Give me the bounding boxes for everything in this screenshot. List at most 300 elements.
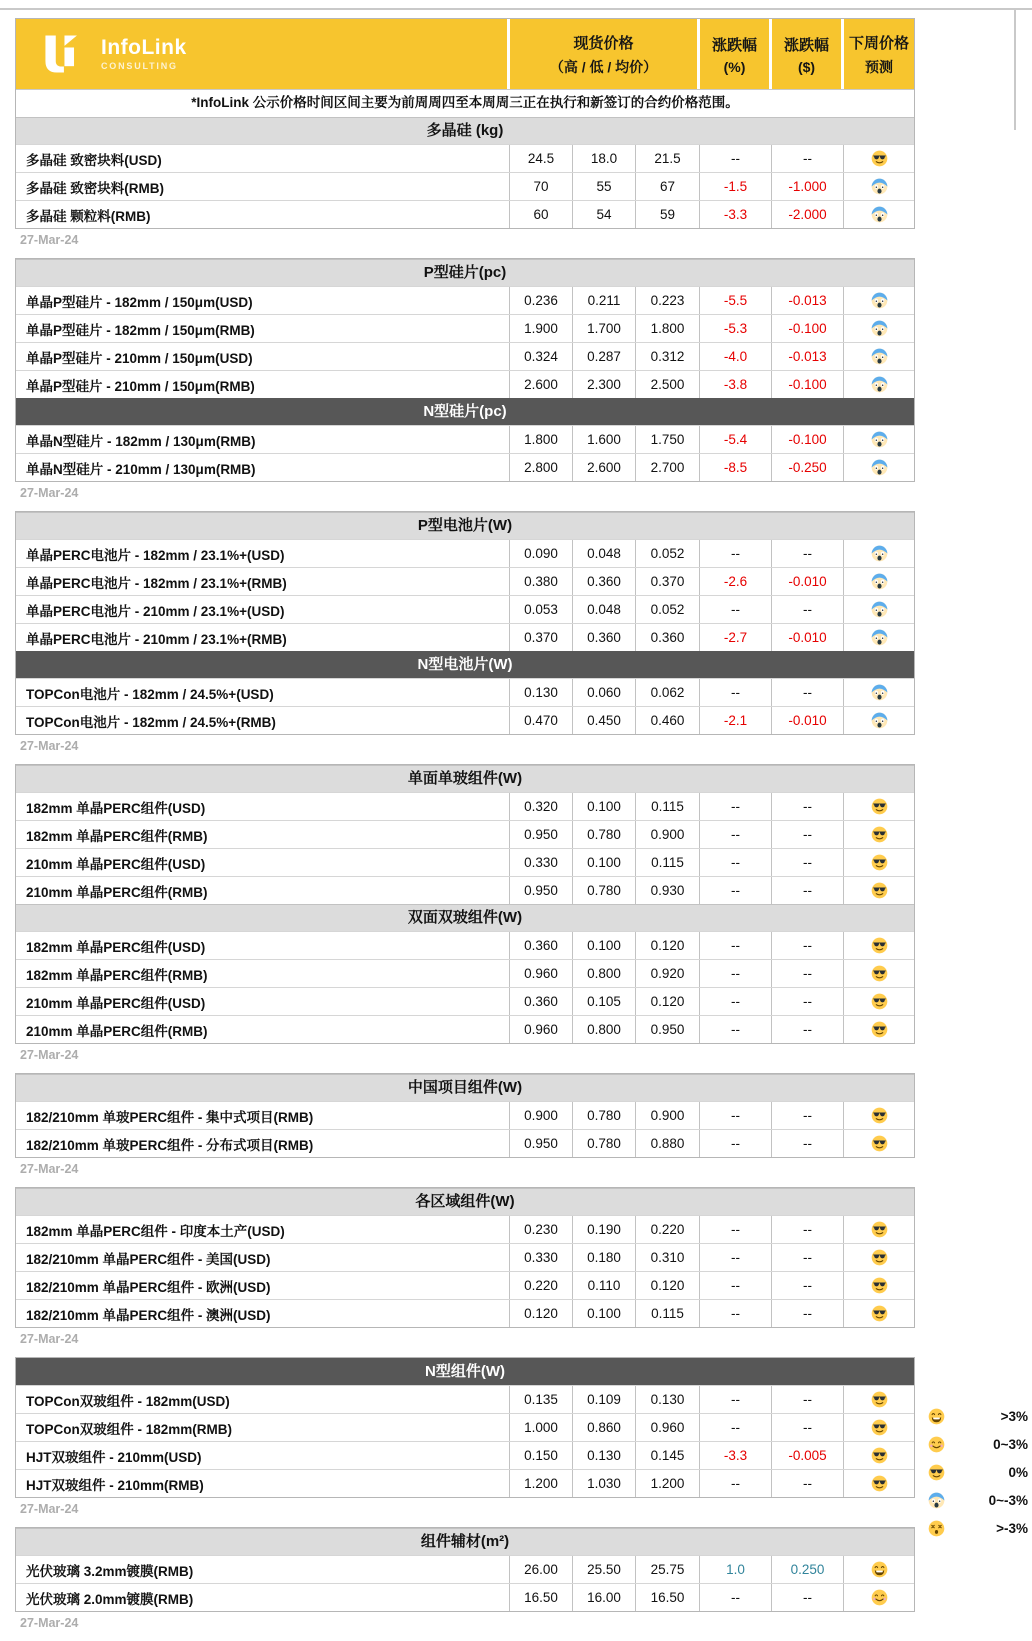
pct-change-cell: -2.1 — [700, 707, 772, 734]
avg-price-cell: 0.220 — [636, 1216, 700, 1243]
usd-change-cell: -- — [772, 932, 844, 959]
product-name-cell: HJT双玻组件 - 210mm(USD) — [16, 1442, 510, 1469]
high-price-cell: 0.900 — [510, 1102, 573, 1129]
pct-change-cell: -- — [700, 1272, 772, 1299]
product-name-cell: 单晶PERC电池片 - 210mm / 23.1%+(USD) — [16, 596, 510, 623]
low-price-cell: 0.287 — [573, 343, 636, 370]
low-price-cell: 18.0 — [573, 145, 636, 172]
low-price-cell: 2.300 — [573, 371, 636, 398]
col-header-forecast-sub: 预测 — [865, 58, 893, 75]
dizzy-emoji-icon — [928, 1520, 945, 1537]
date-label: 27-Mar-24 — [20, 739, 79, 753]
low-price-cell: 1.030 — [573, 1470, 636, 1497]
scream-emoji-icon — [871, 459, 888, 476]
sunglasses-emoji-icon — [871, 1475, 888, 1492]
sunglasses-emoji-icon — [871, 1107, 888, 1124]
scream-emoji-icon — [871, 712, 888, 729]
sunglasses-emoji-icon — [871, 854, 888, 871]
usd-change-cell: -- — [772, 1102, 844, 1129]
avg-price-cell: 0.120 — [636, 1272, 700, 1299]
price-block — [15, 1073, 915, 1158]
high-price-cell: 0.960 — [510, 1016, 573, 1043]
high-price-cell: 24.5 — [510, 145, 573, 172]
section-header: 单面单玻组件(W) — [16, 765, 914, 792]
usd-change-cell: -0.250 — [772, 454, 844, 481]
date-label: 27-Mar-24 — [20, 486, 79, 500]
table-row — [16, 539, 914, 567]
pct-change-cell: -- — [700, 988, 772, 1015]
high-price-cell: 0.360 — [510, 988, 573, 1015]
table-row — [16, 1129, 914, 1157]
forecast-cell — [844, 932, 914, 959]
forecast-cell — [844, 1300, 914, 1327]
product-name-cell: 单晶N型硅片 - 182mm / 130μm(RMB) — [16, 426, 510, 453]
usd-change-cell: 0.250 — [772, 1556, 844, 1583]
pct-change-cell: -- — [700, 1216, 772, 1243]
col-header-change-pct-title: 涨跌幅 — [711, 36, 757, 54]
avg-price-cell: 1.750 — [636, 426, 700, 453]
product-name-cell: 单晶PERC电池片 - 182mm / 23.1%+(RMB) — [16, 568, 510, 595]
usd-change-cell: -0.013 — [772, 343, 844, 370]
infolink-logo — [16, 19, 510, 89]
price-block — [15, 258, 915, 482]
low-price-cell: 0.780 — [573, 877, 636, 904]
low-price-cell: 25.50 — [573, 1556, 636, 1583]
forecast-cell — [844, 343, 914, 370]
low-price-cell: 0.100 — [573, 932, 636, 959]
pct-change-cell: -- — [700, 540, 772, 567]
first-block-body — [16, 117, 914, 228]
section-header: N型组件(W) — [16, 1358, 914, 1385]
forecast-cell — [844, 1272, 914, 1299]
product-name-cell: 多晶硅 致密块料(USD) — [16, 145, 510, 172]
avg-price-cell: 0.120 — [636, 932, 700, 959]
scream-emoji-icon — [871, 684, 888, 701]
forecast-cell — [844, 1016, 914, 1043]
section-header: 双面双玻组件(W) — [16, 904, 914, 931]
table-row — [16, 1413, 914, 1441]
high-price-cell: 70 — [510, 173, 573, 200]
avg-price-cell: 0.950 — [636, 1016, 700, 1043]
product-name-cell: TOPCon电池片 - 182mm / 24.5%+(USD) — [16, 679, 510, 706]
usd-change-cell: -0.100 — [772, 426, 844, 453]
legend-item — [926, 1458, 1030, 1486]
high-price-cell: 0.360 — [510, 932, 573, 959]
high-price-cell: 0.130 — [510, 679, 573, 706]
usd-change-cell: -0.010 — [772, 568, 844, 595]
high-price-cell: 0.960 — [510, 960, 573, 987]
scream-emoji-icon — [871, 292, 888, 309]
usd-change-cell: -- — [772, 145, 844, 172]
low-price-cell: 1.700 — [573, 315, 636, 342]
forecast-cell — [844, 679, 914, 706]
table-row — [16, 567, 914, 595]
pct-change-cell: -8.5 — [700, 454, 772, 481]
avg-price-cell: 67 — [636, 173, 700, 200]
legend-label: 0% — [1008, 1464, 1028, 1480]
high-price-cell: 0.120 — [510, 1300, 573, 1327]
usd-change-cell: -0.005 — [772, 1442, 844, 1469]
high-price-cell: 26.00 — [510, 1556, 573, 1583]
forecast-cell — [844, 1442, 914, 1469]
pct-change-cell: -- — [700, 849, 772, 876]
scream-emoji-icon — [871, 320, 888, 337]
product-name-cell: 光伏玻璃 2.0mm镀膜(RMB) — [16, 1584, 510, 1611]
usd-change-cell: -- — [772, 821, 844, 848]
pct-change-cell: -- — [700, 1244, 772, 1271]
pct-change-cell: -- — [700, 1470, 772, 1497]
high-price-cell: 0.320 — [510, 793, 573, 820]
avg-price-cell: 59 — [636, 201, 700, 228]
low-price-cell: 16.00 — [573, 1584, 636, 1611]
forecast-cell — [844, 426, 914, 453]
smile-emoji-icon — [871, 1589, 888, 1606]
product-name-cell: 单晶P型硅片 - 210mm / 150μm(RMB) — [16, 371, 510, 398]
high-price-cell: 0.950 — [510, 877, 573, 904]
high-price-cell: 1.800 — [510, 426, 573, 453]
pct-change-cell: -5.5 — [700, 287, 772, 314]
forecast-cell — [844, 315, 914, 342]
date-label: 27-Mar-24 — [20, 1162, 79, 1176]
usd-change-cell: -- — [772, 1130, 844, 1157]
forecast-cell — [844, 1556, 914, 1583]
table-row — [16, 172, 914, 200]
sunglasses-emoji-icon — [871, 1135, 888, 1152]
product-name-cell: 182mm 单晶PERC组件(RMB) — [16, 821, 510, 848]
forecast-cell — [844, 1584, 914, 1611]
high-price-cell: 0.135 — [510, 1386, 573, 1413]
forecast-cell — [844, 1244, 914, 1271]
low-price-cell: 0.800 — [573, 1016, 636, 1043]
forecast-cell — [844, 1414, 914, 1441]
usd-change-cell: -- — [772, 793, 844, 820]
usd-change-cell: -- — [772, 1414, 844, 1441]
product-name-cell: 182/210mm 单玻PERC组件 - 集中式项目(RMB) — [16, 1102, 510, 1129]
table-row — [16, 1015, 914, 1043]
date-label: 27-Mar-24 — [20, 1502, 79, 1516]
low-price-cell: 0.100 — [573, 1300, 636, 1327]
usd-change-cell: -- — [772, 1300, 844, 1327]
date-label: 27-Mar-24 — [20, 1616, 79, 1630]
forecast-cell — [844, 201, 914, 228]
forecast-cell — [844, 596, 914, 623]
usd-change-cell: -- — [772, 679, 844, 706]
product-name-cell: 单晶P型硅片 - 182mm / 150μm(RMB) — [16, 315, 510, 342]
masthead-block — [15, 18, 915, 229]
usd-change-cell: -- — [772, 877, 844, 904]
high-price-cell: 2.600 — [510, 371, 573, 398]
pct-change-cell: -- — [700, 1300, 772, 1327]
table-row — [16, 848, 914, 876]
avg-price-cell: 0.052 — [636, 596, 700, 623]
right-rule — [1014, 8, 1016, 130]
usd-change-cell: -- — [772, 988, 844, 1015]
avg-price-cell: 0.370 — [636, 568, 700, 595]
forecast-cell — [844, 173, 914, 200]
scream-emoji-icon — [928, 1492, 945, 1509]
legend-item — [926, 1486, 1030, 1514]
col-header-change-usd — [772, 19, 844, 89]
sunglasses-emoji-icon — [871, 965, 888, 982]
sunglasses-emoji-icon — [871, 798, 888, 815]
price-sheet-content — [15, 18, 915, 1641]
low-price-cell: 0.130 — [573, 1442, 636, 1469]
avg-price-cell: 1.200 — [636, 1470, 700, 1497]
sunglasses-emoji-icon — [871, 937, 888, 954]
usd-change-cell: -- — [772, 849, 844, 876]
legend-label: 0~-3% — [988, 1492, 1028, 1508]
section-header: N型硅片(pc) — [16, 398, 914, 425]
low-price-cell: 0.211 — [573, 287, 636, 314]
table-row — [16, 706, 914, 734]
high-price-cell: 0.230 — [510, 1216, 573, 1243]
table-row — [16, 1469, 914, 1497]
forecast-legend — [926, 1402, 1030, 1542]
section-header: P型电池片(W) — [16, 512, 914, 539]
product-name-cell: TOPCon双玻组件 - 182mm(USD) — [16, 1386, 510, 1413]
forecast-cell — [844, 624, 914, 651]
low-price-cell: 0.180 — [573, 1244, 636, 1271]
col-header-forecast-title: 下周价格 — [848, 34, 909, 52]
table-row — [16, 1583, 914, 1611]
high-price-cell: 2.800 — [510, 454, 573, 481]
sunglasses-emoji-icon — [871, 993, 888, 1010]
forecast-cell — [844, 960, 914, 987]
avg-price-cell: 0.900 — [636, 1102, 700, 1129]
price-note: *InfoLink 公示价格时间区间主要为前周周四至本周周三正在执行和新签订的合约价格范围。 — [16, 89, 914, 117]
pct-change-cell: -- — [700, 1102, 772, 1129]
low-price-cell: 0.450 — [573, 707, 636, 734]
pct-change-cell: -5.3 — [700, 315, 772, 342]
avg-price-cell: 16.50 — [636, 1584, 700, 1611]
low-price-cell: 0.105 — [573, 988, 636, 1015]
forecast-cell — [844, 1130, 914, 1157]
avg-price-cell: 0.460 — [636, 707, 700, 734]
avg-price-cell: 0.145 — [636, 1442, 700, 1469]
brand-name: InfoLink — [101, 35, 187, 59]
high-price-cell: 0.950 — [510, 821, 573, 848]
product-name-cell: 182/210mm 单晶PERC组件 - 澳洲(USD) — [16, 1300, 510, 1327]
date-label: 27-Mar-24 — [20, 1332, 79, 1346]
product-name-cell: 182mm 单晶PERC组件(RMB) — [16, 960, 510, 987]
table-row — [16, 595, 914, 623]
pct-change-cell: -1.5 — [700, 173, 772, 200]
high-price-cell: 16.50 — [510, 1584, 573, 1611]
high-price-cell: 0.330 — [510, 1244, 573, 1271]
usd-change-cell: -0.100 — [772, 371, 844, 398]
avg-price-cell: 0.115 — [636, 849, 700, 876]
low-price-cell: 2.600 — [573, 454, 636, 481]
table-row — [16, 453, 914, 481]
pct-change-cell: -- — [700, 877, 772, 904]
low-price-cell: 0.060 — [573, 679, 636, 706]
forecast-cell — [844, 1216, 914, 1243]
pct-change-cell: -- — [700, 932, 772, 959]
usd-change-cell: -- — [772, 1244, 844, 1271]
sunglasses-emoji-icon — [871, 826, 888, 843]
sunglasses-emoji-icon — [871, 1419, 888, 1436]
high-price-cell: 1.000 — [510, 1414, 573, 1441]
legend-item — [926, 1514, 1030, 1542]
table-row — [16, 876, 914, 904]
table-row — [16, 1271, 914, 1299]
product-name-cell: 182mm 单晶PERC组件 - 印度本土产(USD) — [16, 1216, 510, 1243]
table-row — [16, 1299, 914, 1327]
high-price-cell: 0.220 — [510, 1272, 573, 1299]
product-name-cell: 210mm 单晶PERC组件(USD) — [16, 988, 510, 1015]
avg-price-cell: 0.920 — [636, 960, 700, 987]
sunglasses-emoji-icon — [871, 1305, 888, 1322]
scream-emoji-icon — [871, 573, 888, 590]
price-block — [15, 1357, 915, 1498]
high-price-cell: 0.053 — [510, 596, 573, 623]
avg-price-cell: 2.500 — [636, 371, 700, 398]
product-name-cell: 210mm 单晶PERC组件(USD) — [16, 849, 510, 876]
low-price-cell: 0.048 — [573, 596, 636, 623]
sunglasses-emoji-icon — [871, 1447, 888, 1464]
pct-change-cell: -3.8 — [700, 371, 772, 398]
forecast-cell — [844, 568, 914, 595]
legend-item — [926, 1402, 1030, 1430]
low-price-cell: 55 — [573, 173, 636, 200]
section-header: P型硅片(pc) — [16, 259, 914, 286]
high-price-cell: 0.236 — [510, 287, 573, 314]
table-row — [16, 678, 914, 706]
date-label: 27-Mar-24 — [20, 1048, 79, 1062]
high-price-cell: 0.380 — [510, 568, 573, 595]
pct-change-cell: -3.3 — [700, 1442, 772, 1469]
low-price-cell: 0.780 — [573, 1102, 636, 1129]
usd-change-cell: -- — [772, 1584, 844, 1611]
date-label: 27-Mar-24 — [20, 233, 79, 247]
forecast-cell — [844, 877, 914, 904]
forecast-cell — [844, 145, 914, 172]
table-row — [16, 314, 914, 342]
col-header-spot-price — [510, 19, 700, 89]
usd-change-cell: -- — [772, 1272, 844, 1299]
pct-change-cell: -2.6 — [700, 568, 772, 595]
brand-tagline: CONSULTING — [101, 61, 178, 72]
section-header: 组件辅材(m²) — [16, 1528, 914, 1555]
sunglasses-emoji-icon — [871, 150, 888, 167]
sunglasses-emoji-icon — [871, 1021, 888, 1038]
legend-label: >-3% — [996, 1520, 1028, 1536]
low-price-cell: 54 — [573, 201, 636, 228]
price-block — [15, 764, 915, 1044]
product-name-cell: TOPCon双玻组件 - 182mm(RMB) — [16, 1414, 510, 1441]
high-price-cell: 0.370 — [510, 624, 573, 651]
col-header-spot-sub: （高 / 低 / 均价） — [549, 58, 658, 75]
pct-change-cell: 1.0 — [700, 1556, 772, 1583]
brand-text — [101, 37, 187, 71]
price-blocks — [15, 229, 915, 1637]
avg-price-cell: 0.880 — [636, 1130, 700, 1157]
pct-change-cell: -4.0 — [700, 343, 772, 370]
high-price-cell: 0.330 — [510, 849, 573, 876]
pct-change-cell: -- — [700, 1130, 772, 1157]
usd-change-cell: -- — [772, 1470, 844, 1497]
high-price-cell: 60 — [510, 201, 573, 228]
high-price-cell: 1.900 — [510, 315, 573, 342]
usd-change-cell: -2.000 — [772, 201, 844, 228]
pct-change-cell: -2.7 — [700, 624, 772, 651]
sunglasses-emoji-icon — [871, 1277, 888, 1294]
usd-change-cell: -- — [772, 1216, 844, 1243]
low-price-cell: 0.100 — [573, 849, 636, 876]
avg-price-cell: 0.062 — [636, 679, 700, 706]
avg-price-cell: 0.960 — [636, 1414, 700, 1441]
smile-emoji-icon — [928, 1436, 945, 1453]
infolink-logo-icon — [40, 32, 90, 76]
forecast-cell — [844, 1386, 914, 1413]
avg-price-cell: 21.5 — [636, 145, 700, 172]
col-header-change-pct-sub: (%) — [723, 58, 746, 75]
forecast-cell — [844, 287, 914, 314]
avg-price-cell: 0.115 — [636, 793, 700, 820]
forecast-cell — [844, 988, 914, 1015]
forecast-cell — [844, 707, 914, 734]
col-header-forecast — [844, 19, 914, 89]
section-header: N型电池片(W) — [16, 651, 914, 678]
product-name-cell: 182/210mm 单玻PERC组件 - 分布式项目(RMB) — [16, 1130, 510, 1157]
usd-change-cell: -1.000 — [772, 173, 844, 200]
scream-emoji-icon — [871, 376, 888, 393]
forecast-cell — [844, 454, 914, 481]
table-row — [16, 1215, 914, 1243]
forecast-cell — [844, 1470, 914, 1497]
section-header: 各区域组件(W) — [16, 1188, 914, 1215]
sunglasses-emoji-icon — [871, 1221, 888, 1238]
usd-change-cell: -- — [772, 960, 844, 987]
scream-emoji-icon — [871, 545, 888, 562]
pct-change-cell: -- — [700, 793, 772, 820]
avg-price-cell: 2.700 — [636, 454, 700, 481]
pct-change-cell: -- — [700, 679, 772, 706]
avg-price-cell: 0.312 — [636, 343, 700, 370]
forecast-cell — [844, 1102, 914, 1129]
product-name-cell: 210mm 单晶PERC组件(RMB) — [16, 877, 510, 904]
table-row — [16, 370, 914, 398]
product-name-cell: 光伏玻璃 3.2mm镀膜(RMB) — [16, 1556, 510, 1583]
col-header-spot-title: 现货价格 — [573, 34, 634, 52]
low-price-cell: 0.360 — [573, 568, 636, 595]
table-row — [16, 1441, 914, 1469]
scream-emoji-icon — [871, 629, 888, 646]
product-name-cell: 182mm 单晶PERC组件(USD) — [16, 932, 510, 959]
high-price-cell: 0.150 — [510, 1442, 573, 1469]
price-block — [15, 511, 915, 735]
avg-price-cell: 0.130 — [636, 1386, 700, 1413]
low-price-cell: 0.800 — [573, 960, 636, 987]
avg-price-cell: 0.360 — [636, 624, 700, 651]
pct-change-cell: -5.4 — [700, 426, 772, 453]
table-row — [16, 1243, 914, 1271]
sunglasses-emoji-icon — [871, 882, 888, 899]
low-price-cell: 0.360 — [573, 624, 636, 651]
table-row — [16, 425, 914, 453]
pct-change-cell: -- — [700, 596, 772, 623]
table-row — [16, 623, 914, 651]
high-price-cell: 0.090 — [510, 540, 573, 567]
grin-emoji-icon — [871, 1561, 888, 1578]
price-block — [15, 1187, 915, 1328]
avg-price-cell: 0.930 — [636, 877, 700, 904]
high-price-cell: 0.470 — [510, 707, 573, 734]
product-name-cell: 多晶硅 致密块料(RMB) — [16, 173, 510, 200]
table-row — [16, 987, 914, 1015]
scream-emoji-icon — [871, 206, 888, 223]
grin-emoji-icon — [928, 1408, 945, 1425]
